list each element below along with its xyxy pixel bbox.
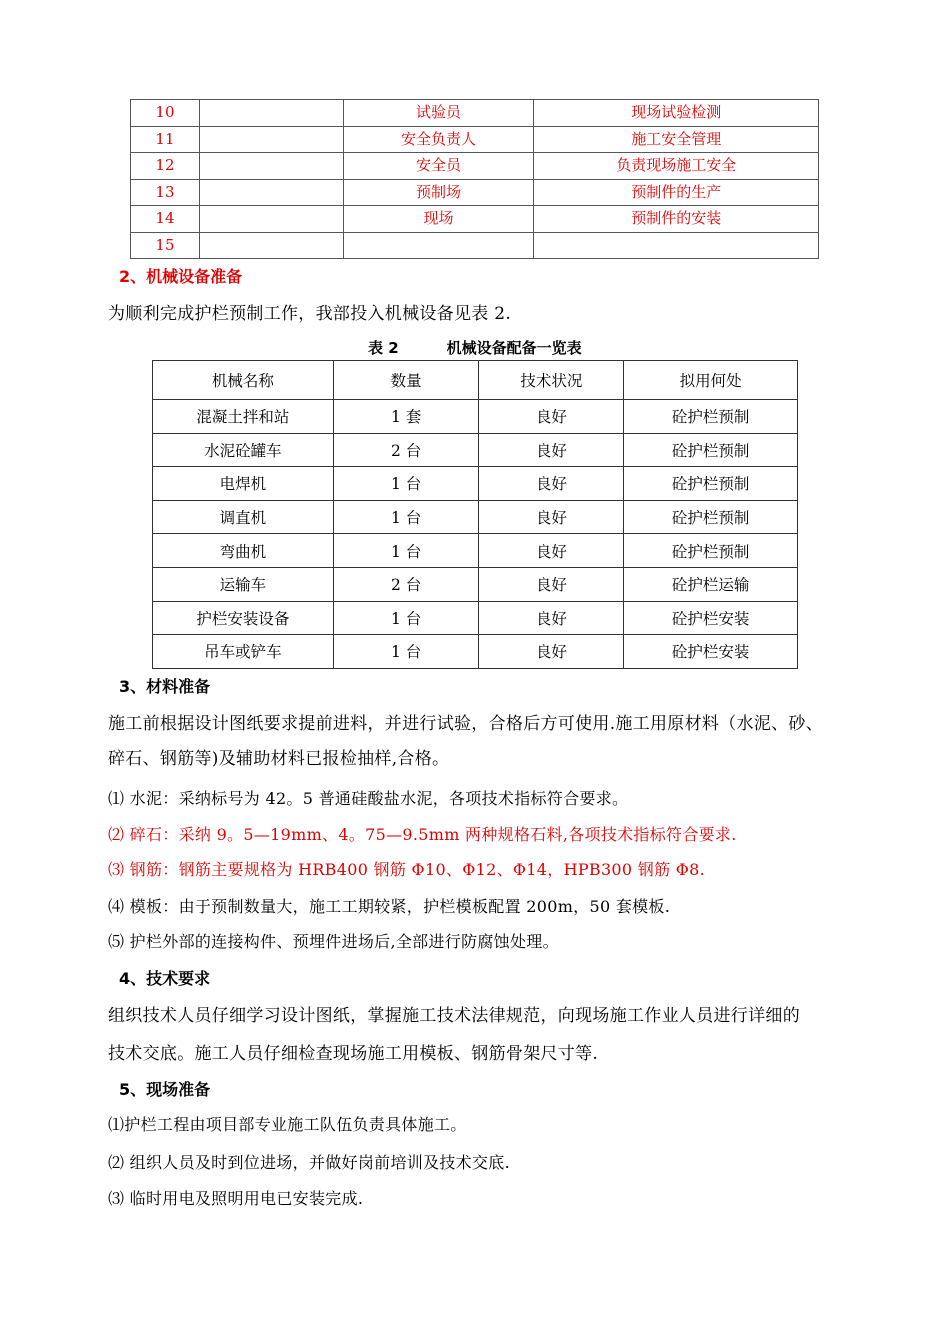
machine-status: 良好 [479,400,624,434]
machine-use: 砼护栏预制 [624,467,798,501]
machine-status: 良好 [479,467,624,501]
machine-use: 砼护栏预制 [624,400,798,434]
section-heading-materials: 3、材料准备 [119,677,211,696]
machine-status: 良好 [479,500,624,534]
machine-name: 运输车 [153,567,334,601]
machine-use: 砼护栏预制 [624,500,798,534]
equipment-intro: 为顺利完成护栏预制工作，我部投入机械设备见表 2. [108,304,512,324]
machine-qty: 1 台 [333,635,479,669]
section-heading-technical: 4、技术要求 [119,969,211,988]
material-item-cement: ⑴ 水泥：采纳标号为 42。5 普通硅酸盐水泥，各项技术指标符合要求。 [108,789,629,808]
staff-name [199,206,343,233]
table-row [153,534,798,568]
staff-duty: 负责现场施工安全 [534,153,819,180]
machine-qty: 2 台 [333,433,479,467]
staff-role: 预制场 [343,179,534,206]
column-header: 技术状况 [479,361,624,400]
machine-qty: 2 台 [333,567,479,601]
column-header: 数量 [333,361,479,400]
staff-duty: 现场试验检测 [534,100,819,127]
column-header: 拟用何处 [624,361,798,400]
staff-duty: 预制件的生产 [534,179,819,206]
table-row [131,100,819,127]
machine-status: 良好 [479,601,624,635]
staff-no: 14 [131,206,200,233]
table-caption [368,337,582,358]
table-row [131,232,819,259]
table-row [131,153,819,180]
machine-qty: 1 台 [333,467,479,501]
machine-use: 砼护栏预制 [624,433,798,467]
site-item-2: ⑵ 组织人员及时到位进场，并做好岗前培训及技术交底. [108,1153,510,1172]
staff-duty [534,232,819,259]
machine-qty: 1 套 [333,400,479,434]
machine-qty: 1 台 [333,500,479,534]
machine-use: 砼护栏运输 [624,567,798,601]
material-item-anticorrosion: ⑸ 护栏外部的连接构件、预埋件进场后,全部进行防腐蚀处理。 [108,932,559,951]
machine-qty: 1 台 [333,534,479,568]
caption-number: 表 2 [368,339,399,357]
staff-duty: 施工安全管理 [534,126,819,153]
staff-table [130,99,819,259]
table-row [153,433,798,467]
section-heading-equipment: 2、机械设备准备 [119,267,243,286]
machine-name: 水泥砼罐车 [153,433,334,467]
staff-no: 10 [131,100,200,127]
machine-status: 良好 [479,635,624,669]
site-item-1: ⑴护栏工程由项目部专业施工队伍负责具体施工。 [108,1115,467,1134]
machine-use: 砼护栏安装 [624,601,798,635]
staff-role: 安全负责人 [343,126,534,153]
machine-status: 良好 [479,534,624,568]
material-item-rebar: ⑶ 钢筋：钢筋主要规格为 HRB400 钢筋 Φ10、Φ12、Φ14，HPB300 钢筋 Φ8. [108,860,706,879]
staff-duty: 预制件的安装 [534,206,819,233]
caption-title: 机械设备配备一览表 [446,339,582,357]
table-row [131,126,819,153]
equipment-table [152,360,798,669]
table-row [153,500,798,534]
table-row [131,179,819,206]
staff-name [199,100,343,127]
machine-use: 砼护栏预制 [624,534,798,568]
machine-name: 吊车或铲车 [153,635,334,669]
material-item-gravel: ⑵ 碎石：采纳 9。5—19mm、4。75—9.5mm 两种规格石料,各项技术指标符合要求. [108,825,737,844]
machine-status: 良好 [479,567,624,601]
material-item-formwork: ⑷ 模板：由于预制数量大，施工工期较紧，护栏模板配置 200m，50 套模板. [108,897,671,916]
table-row [153,567,798,601]
staff-no: 11 [131,126,200,153]
technical-paragraph-line1: 组织技术人员仔细学习设计图纸，掌握施工技术法律规范，向现场施工作业人员进行详细的 [108,1006,800,1026]
column-header: 机械名称 [153,361,334,400]
staff-name [199,153,343,180]
machine-name: 电焊机 [153,467,334,501]
table-row [153,467,798,501]
table-header-row [153,361,798,400]
table-row [153,601,798,635]
machine-name: 护栏安装设备 [153,601,334,635]
machine-qty: 1 台 [333,601,479,635]
machine-use: 砼护栏安装 [624,635,798,669]
staff-name [199,232,343,259]
staff-no: 12 [131,153,200,180]
technical-paragraph-line2: 技术交底。施工人员仔细检查现场施工用模板、钢筋骨架尺寸等. [108,1044,599,1064]
machine-status: 良好 [479,433,624,467]
staff-name [199,126,343,153]
staff-role: 安全员 [343,153,534,180]
machine-name: 混凝土拌和站 [153,400,334,434]
staff-role [343,232,534,259]
table-row [131,206,819,233]
staff-role: 现场 [343,206,534,233]
staff-role: 试验员 [343,100,534,127]
table-row [153,400,798,434]
site-item-3: ⑶ 临时用电及照明用电已安装完成. [108,1189,364,1208]
section-heading-site: 5、现场准备 [119,1080,211,1099]
machine-name: 弯曲机 [153,534,334,568]
machine-name: 调直机 [153,500,334,534]
materials-paragraph-line2: 碎石、钢筋等)及辅助材料已报检抽样,合格。 [108,749,450,769]
staff-name [199,179,343,206]
staff-no: 13 [131,179,200,206]
table-row [153,635,798,669]
materials-paragraph-line1: 施工前根据设计图纸要求提前进料，并进行试验，合格后方可使用.施工用原材料（水泥、砂、 [108,714,824,734]
staff-no: 15 [131,232,200,259]
